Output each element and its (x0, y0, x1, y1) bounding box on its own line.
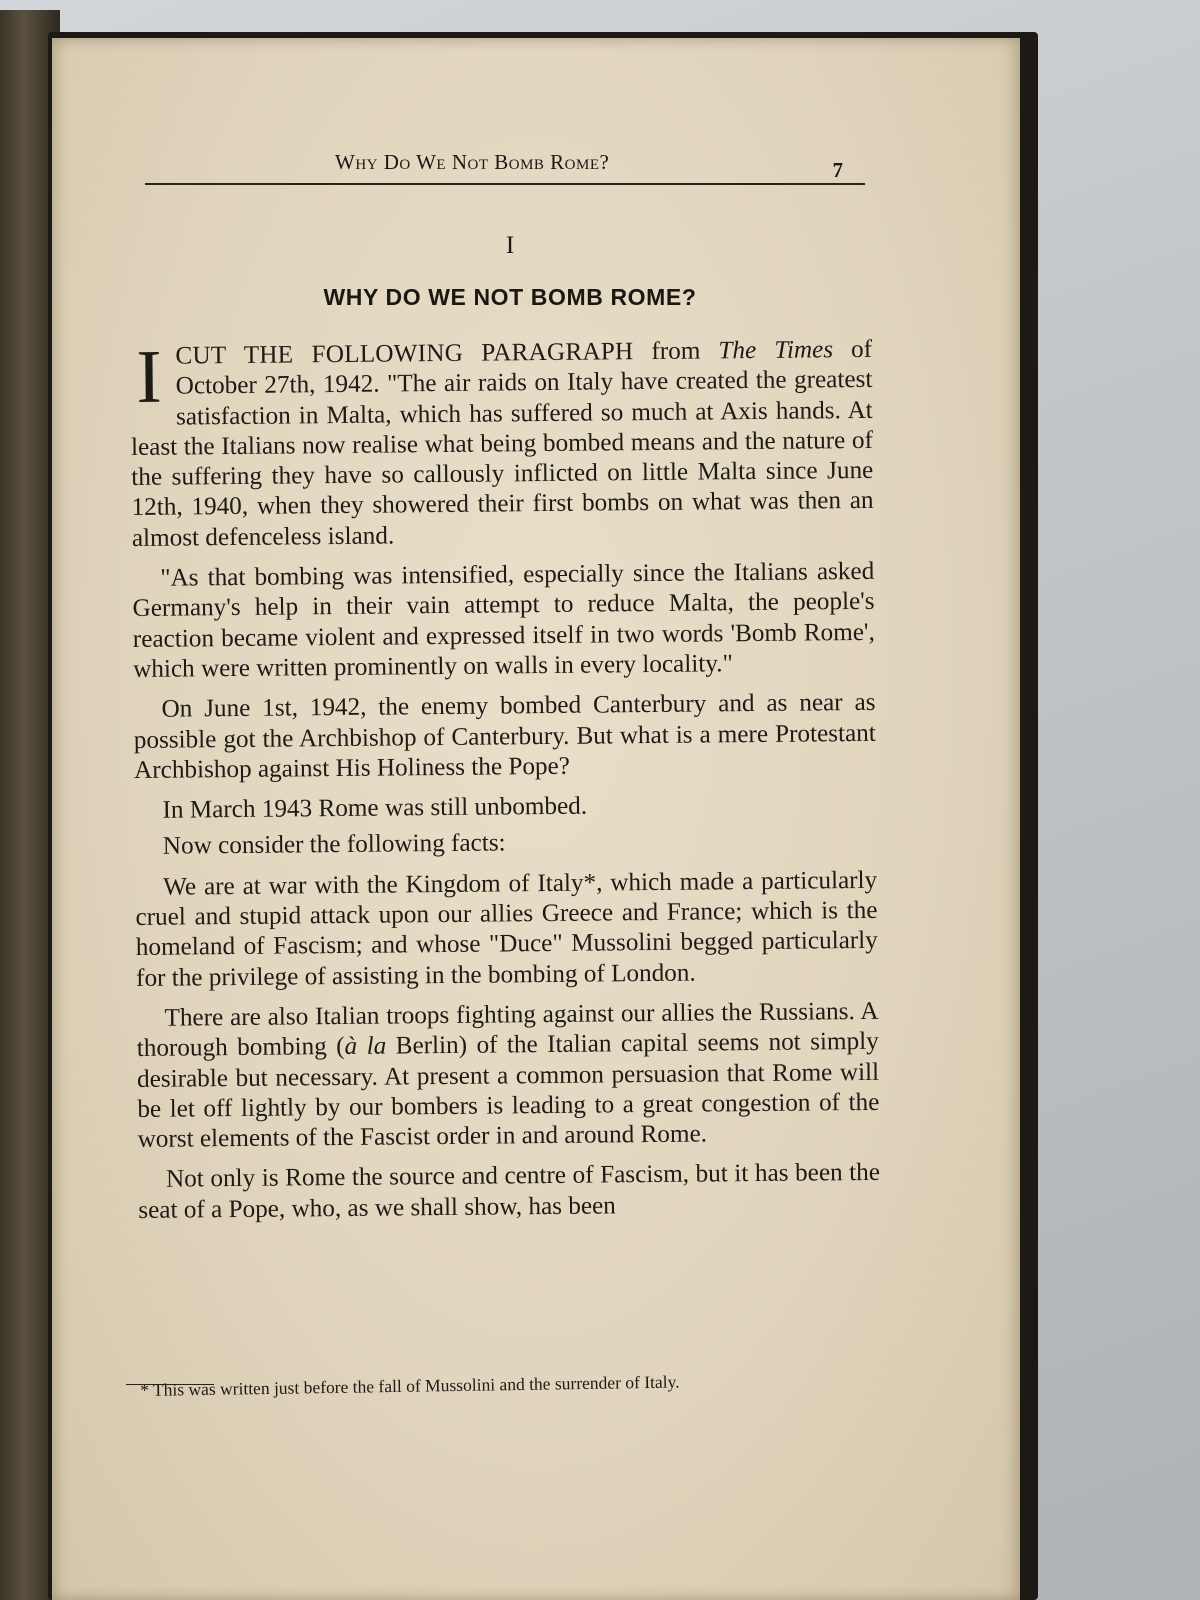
paragraph-7-end: Berlin) of the Italian capital seems not simply desirable but necessary. At present a common persuasion that Rome will be let off lightly by our bombers is leading to a great congestion of the worst elements of the Fascist order in and around Rome. (136, 1028, 880, 1154)
source-title: The Times (718, 336, 834, 365)
running-head-title: Why Do We Not Bomb Rome? (335, 150, 610, 174)
footnote: * This was written just before the fall of Mussolini and the surrender of Italy. (140, 1371, 680, 1400)
paragraph-3: On June 1st, 1942, the enemy bombed Canterbury and as near as possible got the Archbishop of Canterbury. But what is a mere Protestant Archbishop against His Holiness the Pope? (133, 689, 876, 784)
drop-cap: I (135, 334, 163, 419)
paragraph-6: We are at war with the Kingdom of Italy*, which made a particularly cruel and stupid attack upon our allies Greece and France; which is the homeland of Fascism; and whose "Duce" Mussolini begged particularly for the privilege of assisting in the bombing of London. (135, 866, 878, 992)
body-text (130, 335, 881, 1236)
paragraph-1-lead: CUT THE FOLLOWING PARAGRAPH (175, 338, 634, 370)
paragraph-5: Now consider the following facts: (162, 829, 506, 861)
paragraph-8: Not only is Rome the source and centre of Fascism, but it has been the seat of a Pope, who, as we shall show, has been (138, 1159, 881, 1224)
paragraph-2: "As that bombing was intensified, especially since the Italians asked Germany's help in their vain attempt to reduce Malta, the people's reaction became violent and expressed itself in two words 'Bomb Rome', which were written prominently on walls in every locality." (132, 557, 875, 683)
paragraph-7-italic: à la (344, 1032, 387, 1061)
running-head (145, 150, 865, 182)
page-number: 7 (832, 158, 843, 182)
chapter-title: WHY DO WE NOT BOMB ROME? (323, 284, 697, 310)
paragraph-4: In March 1943 Rome was still unbombed. (162, 792, 588, 824)
paragraph-1-from: from (633, 337, 719, 366)
paragraph-1 (130, 335, 874, 554)
chapter-number: I (505, 232, 515, 259)
header-rule (145, 183, 865, 185)
paragraph-7-start: There are also Italian troops fighting against our allies the Russians. A thorough bombing ( (136, 997, 879, 1063)
paragraph-1-rest: of October 27th, 1942. "The air raids on Italy have created the greatest satisfaction in Malta, which has suffered so much at Axis hands. At least the Italians now realise what being bombed means and the nature of the suffering they have so callously inflicted on little Malta since June 12th, 1940, when they showered their first bombs on what was then an almost defenceless island. (130, 335, 874, 552)
paragraph-7 (136, 997, 879, 1156)
